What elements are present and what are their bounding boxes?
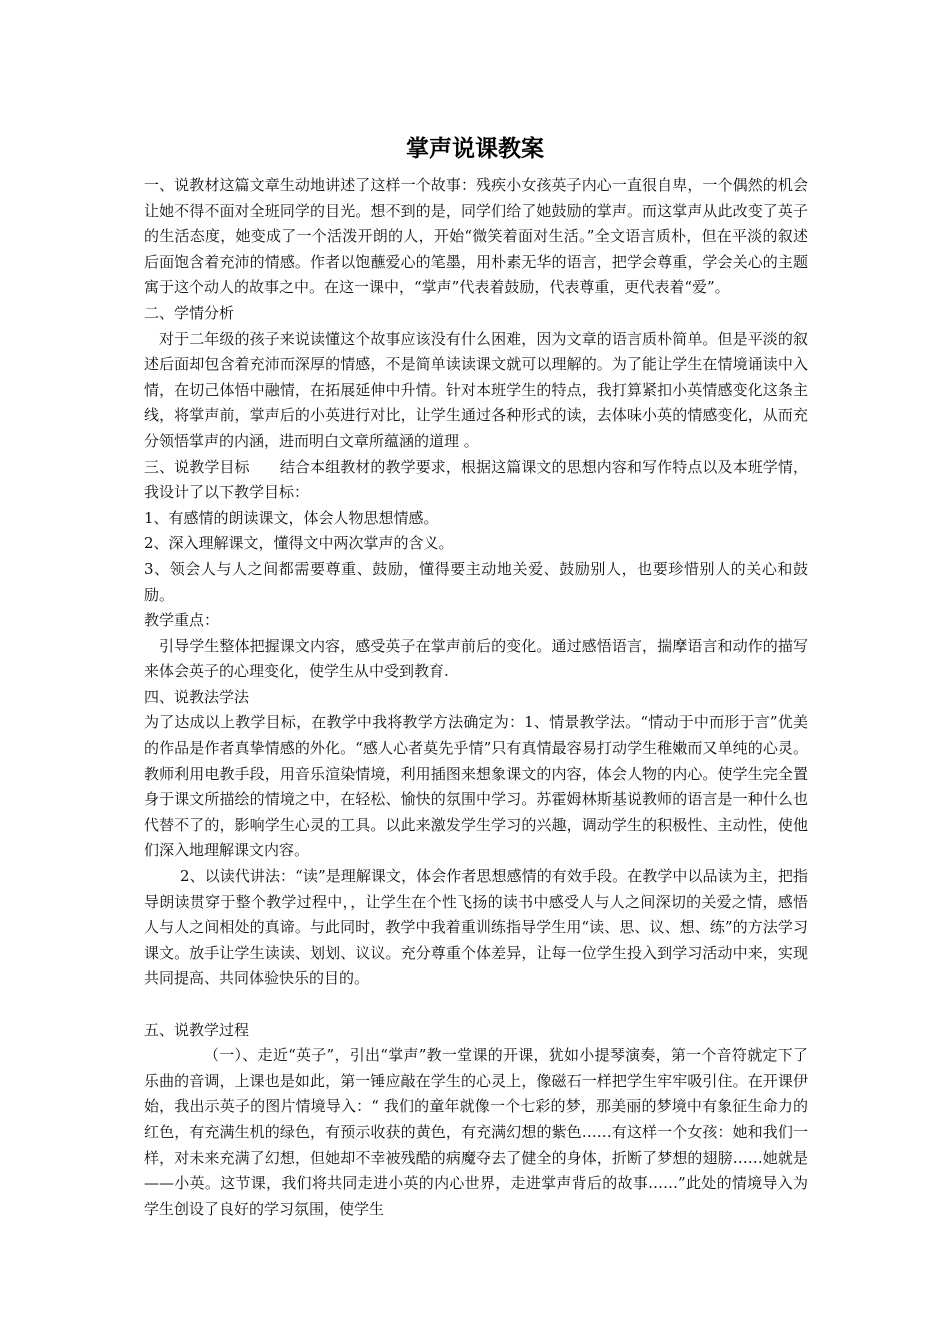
paragraph-method-2: 2、以读代讲法：“读”是理解课文，体会作者思想感情的有效手段。在教学中以品读为主，把指导朗读贯穿于整个教学过程中，，让学生在个性飞扬的读书中感受人与人之间深切的关爱之情，感悟人与人之间相处的真谛。与此同时，教学中我着重训练指导学生用“读、思、议、想、练”的方法学习课文。放手让学生读读、划划、议议。充分尊重个体差异，让每一位学生投入到学习活动中来，实现共同提高、共同体验快乐的目的。 [144,867,808,988]
goal-item-1: 1、有感情的朗读课文，体会人物思想情感。 [144,508,439,527]
goal-item-2: 2、深入理解课文，懂得文中两次掌声的含义。 [144,534,454,553]
section-3-teaching-goals: 三、说教学目标 结合本组教材的教学要求，根据这篇课文的思想内容和写作特点以及本班学情，我设计了以下教学目标： [144,457,808,502]
document-body [144,173,808,1222]
document-title: 掌声说课教案 [406,136,544,162]
heading-student-analysis: 二、学情分析 [144,303,235,322]
paragraph-process-1: （一）、走近“英子”，引出“掌声”教一堂课的开课，犹如小提琴演奏，第一个音符就定下了乐曲的音调，上课也是如此，第一锤应敲在学生的心灵上，像磁石一样把学生牢牢吸引住。在开课伊始，我出示英子的图片情境导入：“ 我们的童年就像一个七彩的梦，那美丽的梦境中有象征生命力的红色，有充满生机的绿色，有预示收获的黄色，有充满幻想的紫色……有这样一个女孩：她和我们一样，对未来充满了幻想，但她却不幸被残酷的病魔夺去了健全的身体，折断了梦想的翅膀……她就是——小英。这节课，我们将共同走进小英的内心世界，走进掌声背后的故事……”此处的情境导入为学生创设了良好的学习氛围，使学生 [144,1046,808,1218]
goal-item-3: 3、领会人与人之间都需要尊重、鼓励，懂得要主动地关爱、鼓励别人，也要珍惜别人的关心和鼓励。 [144,559,808,604]
paragraph-key-points: 引导学生整体把握课文内容，感受英子在掌声前后的变化。通过感悟语言，揣摩语言和动作的描写来体会英子的心理变化，使学生从中受到教育. [144,636,808,681]
blank-line [144,992,808,1018]
paragraph-student-analysis: 对于二年级的孩子来说读懂这个故事应该没有什么困难，因为文章的语言质朴简单。但是平淡的叙述后面却包含着充沛而深厚的情感，不是简单读读课文就可以理解的。为了能让学生在情境诵读中入情，在切己体悟中融情，在拓展延伸中升情。针对本班学生的特点，我打算紧扣小英情感变化这条主线，将掌声前，掌声后的小英进行对比，让学生通过各种形式的读，去体味小英的情感变化，从而充分领悟掌声的内涵，进而明白文章所蕴涵的道理 。 [144,329,808,450]
section-1-textbook: 一、说教材这篇文章生动地讲述了这样一个故事：残疾小女孩英子内心一直很自卑，一个偶然的机会让她不得不面对全班同学的目光。想不到的是，同学们给了她鼓励的掌声。而这掌声从此改变了英子的生活态度，她变成了一个活泼开朗的人，开始“微笑着面对生活。”全文语言质朴，但在平淡的叙述后面饱含着充沛的情感。作者以饱蘸爱心的笔墨，用朴素无华的语言，把学会尊重，学会关心的主题寓于这个动人的故事之中。在这一课中，“掌声”代表着鼓励，代表尊重，更代表着“爱”。 [144,176,808,297]
heading-teaching-methods: 四、说教法学法 [144,687,250,706]
heading-teaching-process: 五、说教学过程 [144,1020,250,1039]
paragraph-method-1: 为了达成以上教学目标，在教学中我将教学方法确定为：1、情景教学法。“情动于中而形于言”优美的作品是作者真挚情感的外化。“感人心者莫先乎情”只有真情最容易打动学生稚嫩而又单纯的心灵。教师利用电教手段，用音乐渲染情境，利用插图来想象课文的内容，体会人物的内心。使学生完全置身于课文所描绘的情境之中，在轻松、愉快的氛围中学习。苏霍姆林斯基说教师的语言是一种什么也代替不了的，影响学生心灵的工具。以此来激发学生学习的兴趣，调动学生的积极性、主动性，使他们深入地理解课文内容。 [144,713,808,860]
heading-key-points: 教学重点： [144,611,220,630]
